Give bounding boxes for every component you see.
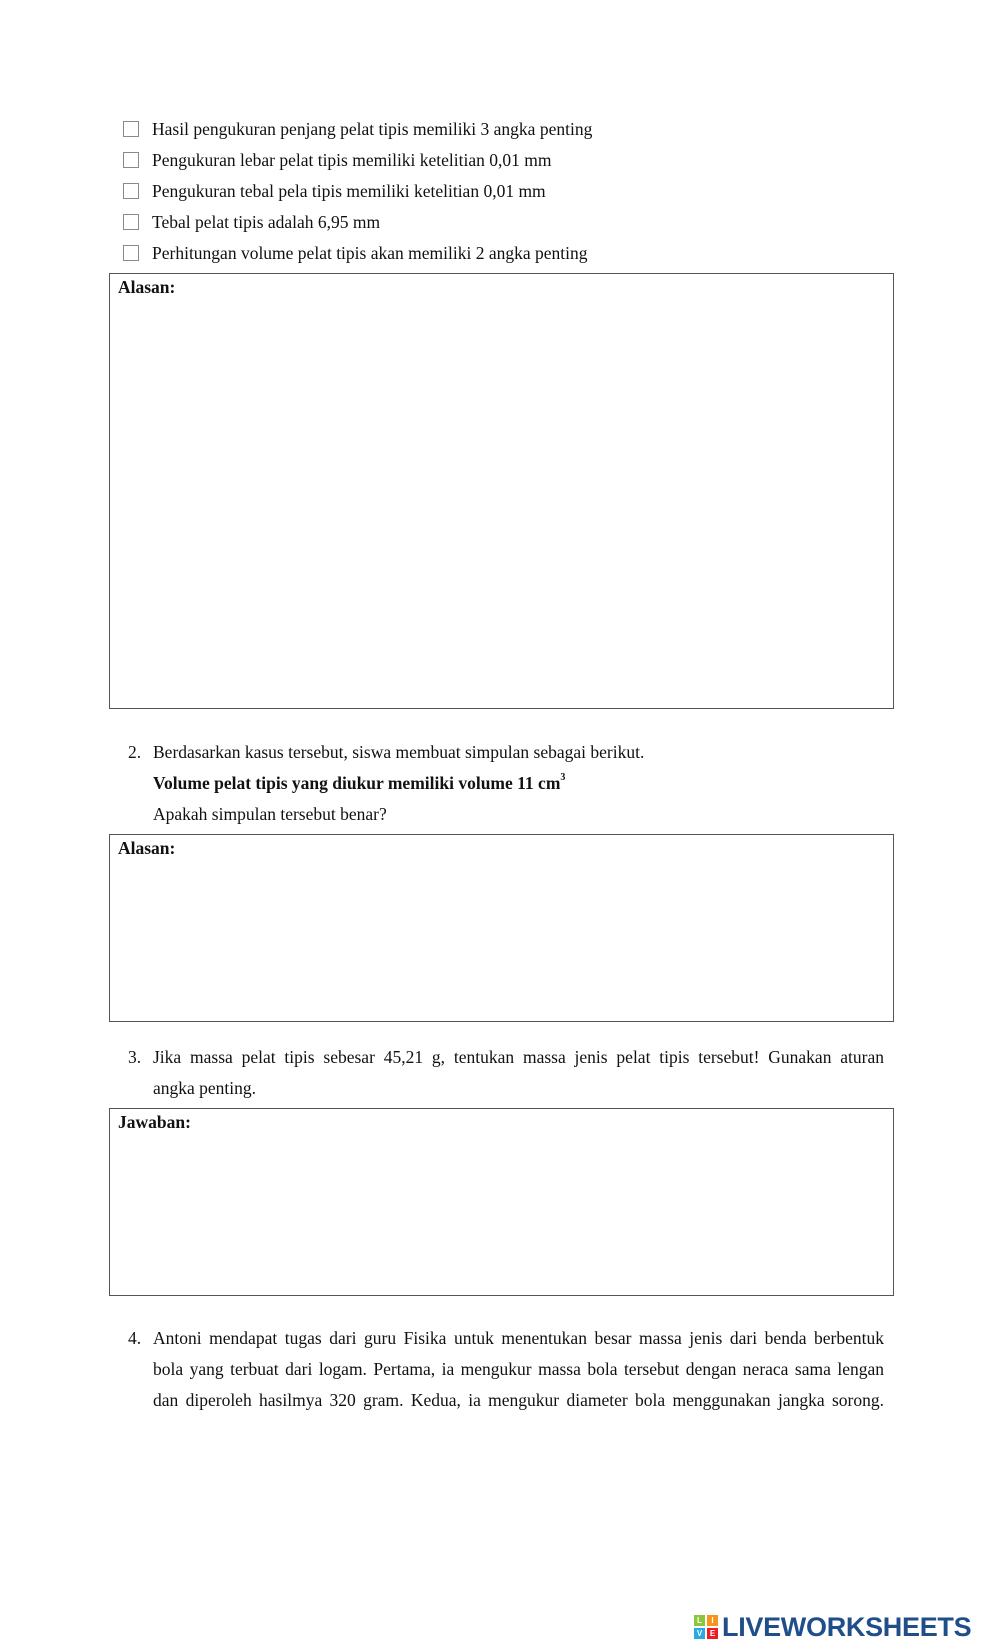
liveworksheets-logo xyxy=(694,1612,990,1642)
logo-letter: V xyxy=(694,1628,705,1639)
checklist-item-1[interactable] xyxy=(123,117,592,141)
question-2-statement xyxy=(153,768,884,799)
question-4-line-3: dan diperoleh hasilmya 320 gram. Kedua, ia mengukur diameter bola menggunakan jangka sorong. xyxy=(153,1390,884,1410)
logo-text: LIVEWORKSHEETS xyxy=(722,1612,972,1642)
question-number: 3. xyxy=(128,1047,142,1067)
reason-label: Alasan: xyxy=(118,838,176,858)
checklist-label: Tebal pelat tipis adalah 6,95 mm xyxy=(152,212,381,232)
checklist-item-4[interactable] xyxy=(123,210,380,234)
question-number: 2. xyxy=(128,742,142,762)
reason-input-1[interactable] xyxy=(116,302,887,702)
checklist-label: Hasil pengukuran penjang pelat tipis memiliki 3 angka penting xyxy=(152,119,593,139)
checkbox[interactable] xyxy=(123,183,139,199)
statement-text: Volume pelat tipis yang diukur memiliki volume 11 cm xyxy=(153,773,561,793)
question-4-line-1: Antoni mendapat tugas dari guru Fisika untuk menentukan besar massa jenis dari benda berbentuk xyxy=(153,1328,884,1348)
reason-label: Alasan: xyxy=(118,277,176,297)
answer-label: Jawaban: xyxy=(118,1112,191,1132)
checkbox[interactable] xyxy=(123,152,139,168)
reason-input-2[interactable] xyxy=(116,863,887,1015)
answer-input-3[interactable] xyxy=(116,1137,887,1289)
logo-letter: I xyxy=(707,1615,718,1626)
question-4-line-2: bola yang terbuat dari logam. Pertama, ia mengukur massa bola tersebut dengan neraca sama lengan xyxy=(153,1359,884,1379)
question-number: 4. xyxy=(128,1328,142,1348)
checklist-item-3[interactable] xyxy=(123,179,546,203)
checklist-label: Pengukuran lebar pelat tipis memiliki ketelitian 0,01 mm xyxy=(152,150,552,170)
checkbox[interactable] xyxy=(123,121,139,137)
logo-mark-icon xyxy=(694,1615,718,1639)
question-2-question: Apakah simpulan tersebut benar? xyxy=(153,804,387,824)
checklist-label: Perhitungan volume pelat tipis akan memiliki 2 angka penting xyxy=(152,243,588,263)
question-3-line-1: Jika massa pelat tipis sebesar 45,21 g, tentukan massa jenis pelat tipis tersebut! Gunakan aturan xyxy=(153,1047,884,1067)
reason-box-1 xyxy=(109,273,894,709)
logo-letter: E xyxy=(707,1628,718,1639)
checklist-item-2[interactable] xyxy=(123,148,552,172)
answer-box-3 xyxy=(109,1108,894,1296)
reason-box-2 xyxy=(109,834,894,1022)
question-2-text: Berdasarkan kasus tersebut, siswa membuat simpulan sebagai berikut. xyxy=(153,742,645,762)
statement-superscript: 3 xyxy=(560,772,566,783)
logo-letter: L xyxy=(694,1615,705,1626)
checklist-item-5[interactable] xyxy=(123,241,587,265)
question-3-line-2: angka penting. xyxy=(153,1078,257,1098)
checkbox[interactable] xyxy=(123,214,139,230)
checkbox[interactable] xyxy=(123,245,139,261)
checklist-label: Pengukuran tebal pela tipis memiliki ketelitian 0,01 mm xyxy=(152,181,546,201)
